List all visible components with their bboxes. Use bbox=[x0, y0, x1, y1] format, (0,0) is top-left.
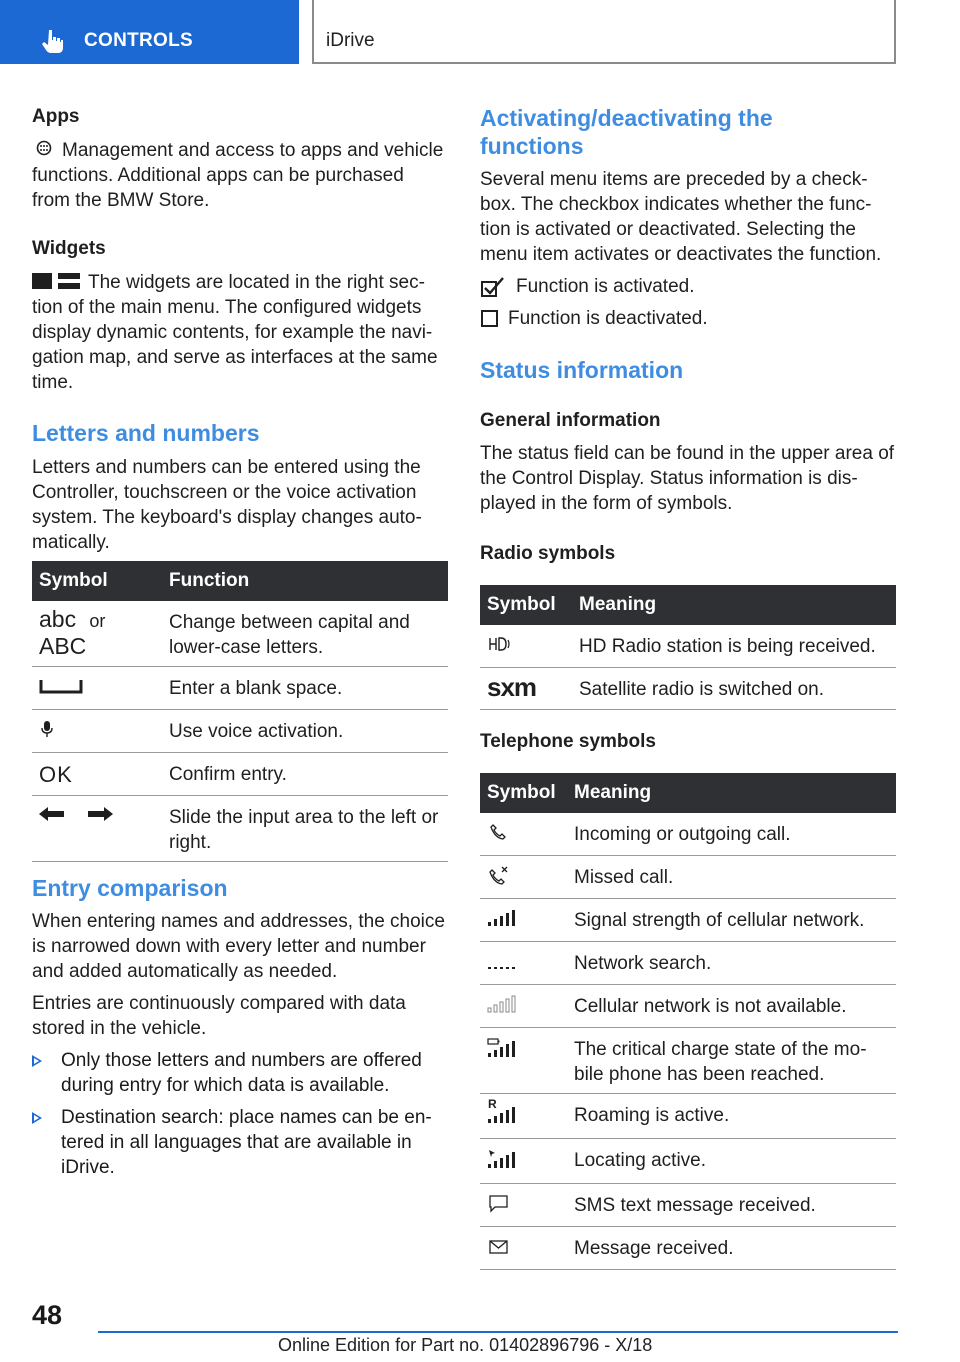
entry-comparison-heading: Entry comparison bbox=[32, 875, 228, 901]
function-text: Slide the input area to the left or bbox=[169, 807, 439, 828]
or-text: or bbox=[89, 611, 106, 631]
table-row bbox=[480, 942, 896, 985]
no-network-icon bbox=[487, 994, 517, 1014]
table-row bbox=[480, 813, 896, 856]
symbol-cell bbox=[480, 1028, 567, 1094]
meaning-cell: Satellite radio is switched on. bbox=[572, 668, 896, 710]
table-row bbox=[480, 856, 896, 899]
letters-text: Controller, touchscreen or the voice activation bbox=[32, 482, 417, 503]
widgets-text: display dynamic contents, for example the navi- bbox=[32, 322, 433, 343]
apps-icon bbox=[33, 140, 55, 156]
activating-text: box. The checkbox indicates whether the func- bbox=[480, 194, 872, 215]
table-row bbox=[480, 1184, 896, 1227]
status-info-heading: Status information bbox=[480, 357, 684, 383]
bullet-text: tered in all languages that are available in bbox=[61, 1132, 412, 1153]
table-header-symbol: Symbol bbox=[32, 561, 162, 601]
table-row bbox=[480, 1139, 896, 1184]
apps-heading: Apps bbox=[32, 106, 80, 127]
chapter-title: iDrive bbox=[326, 30, 375, 51]
meaning-cell: HD Radio station is being received. bbox=[572, 625, 896, 668]
checkbox-checked-icon bbox=[481, 277, 509, 297]
activated-text: Function is activated. bbox=[516, 276, 695, 297]
letters-heading: Letters and numbers bbox=[32, 420, 260, 446]
page-number: 48 bbox=[32, 1300, 63, 1330]
ok-symbol: OK bbox=[39, 762, 73, 787]
widgets-icon bbox=[32, 272, 80, 290]
activating-heading: functions bbox=[480, 133, 584, 159]
table-row bbox=[480, 899, 896, 942]
symbol-cell bbox=[480, 856, 567, 899]
checkbox-unchecked-icon bbox=[481, 310, 499, 328]
table-header-symbol: Symbol bbox=[480, 585, 572, 625]
lowercase-abc-symbol: abc bbox=[39, 606, 77, 632]
symbol-cell bbox=[32, 710, 162, 753]
hand-pointer-icon bbox=[40, 28, 66, 54]
missed-call-icon bbox=[487, 865, 511, 885]
table-header-symbol: Symbol bbox=[480, 773, 567, 813]
meaning-cell: Missed call. bbox=[567, 856, 896, 899]
space-bar-icon bbox=[39, 676, 83, 696]
table-row bbox=[480, 985, 896, 1028]
meaning-cell: Signal strength of cellular network. bbox=[567, 899, 896, 942]
keyboard-symbol-table bbox=[32, 561, 448, 862]
entry-text: stored in the vehicle. bbox=[32, 1018, 207, 1039]
bullet-text: during entry for which data is available. bbox=[61, 1075, 390, 1096]
widgets-heading: Widgets bbox=[32, 238, 106, 259]
function-cell: Enter a blank space. bbox=[162, 667, 448, 710]
table-row bbox=[32, 667, 448, 710]
entry-text: When entering names and addresses, the choice bbox=[32, 911, 445, 932]
sms-bubble-icon bbox=[487, 1193, 511, 1213]
bullet-text: Destination search: place names can be en- bbox=[61, 1107, 432, 1128]
meaning-cell: Network search. bbox=[567, 942, 896, 985]
symbol-cell bbox=[32, 601, 162, 667]
radio-symbol-table bbox=[480, 585, 896, 710]
entry-text: is narrowed down with every letter and number bbox=[32, 936, 426, 957]
footer-divider bbox=[98, 1331, 898, 1333]
table-header-meaning: Meaning bbox=[567, 773, 896, 813]
widgets-text: gation map, and serve as interfaces at the same bbox=[32, 347, 438, 368]
general-text: played in the form of symbols. bbox=[480, 493, 733, 514]
list-item bbox=[32, 1105, 452, 1180]
general-text: the Control Display. Status information is dis- bbox=[480, 468, 858, 489]
sxm-logo-symbol: sxm bbox=[487, 672, 537, 702]
table-row bbox=[480, 1094, 896, 1139]
function-text: lower-case letters. bbox=[169, 637, 324, 658]
microphone-icon bbox=[39, 719, 55, 739]
telephone-symbols-heading: Telephone symbols bbox=[480, 731, 656, 752]
function-text: right. bbox=[169, 832, 212, 853]
meaning-cell bbox=[567, 1028, 896, 1094]
symbol-cell bbox=[480, 985, 567, 1028]
activating-text: menu item activates or deactivates the function. bbox=[480, 244, 882, 265]
symbol-cell bbox=[32, 753, 162, 796]
telephone-symbol-table bbox=[480, 773, 896, 1270]
slide-arrows-icon bbox=[39, 805, 113, 823]
widgets-text: time. bbox=[32, 372, 74, 393]
meaning-cell: Message received. bbox=[567, 1227, 896, 1270]
radio-symbols-heading: Radio symbols bbox=[480, 543, 616, 564]
table-header-function: Function bbox=[162, 561, 448, 601]
table-header-row bbox=[480, 773, 896, 813]
meaning-cell: Locating active. bbox=[567, 1139, 896, 1184]
table-row bbox=[32, 753, 448, 796]
table-row bbox=[32, 796, 448, 862]
symbol-cell bbox=[32, 667, 162, 710]
meaning-cell: Roaming is active. bbox=[567, 1094, 896, 1139]
table-row bbox=[32, 710, 448, 753]
apps-text: functions. Additional apps can be purchased bbox=[32, 165, 404, 186]
meaning-cell: Cellular network is not available. bbox=[567, 985, 896, 1028]
letters-text: system. The keyboard's display changes auto- bbox=[32, 507, 422, 528]
meaning-cell: SMS text message received. bbox=[567, 1184, 896, 1227]
symbol-cell bbox=[32, 796, 162, 862]
hd-radio-icon bbox=[487, 634, 513, 654]
function-cell: Use voice activation. bbox=[162, 710, 448, 753]
symbol-cell bbox=[480, 668, 572, 710]
table-header-row bbox=[480, 585, 896, 625]
signal-strength-icon bbox=[487, 908, 517, 928]
deactivated-text: Function is deactivated. bbox=[508, 308, 708, 329]
list-item bbox=[32, 1048, 452, 1098]
general-text: The status field can be found in the upper area of bbox=[480, 443, 895, 464]
general-info-heading: General information bbox=[480, 410, 661, 431]
bullet-triangle-icon bbox=[32, 1112, 42, 1124]
entry-text: and added automatically as needed. bbox=[32, 961, 338, 982]
table-row bbox=[480, 668, 896, 710]
function-text: Change between capital and bbox=[169, 612, 410, 633]
symbol-cell bbox=[480, 1184, 567, 1227]
meaning-text: bile phone has been reached. bbox=[574, 1064, 825, 1085]
locating-icon bbox=[487, 1148, 517, 1170]
bullet-text: Only those letters and numbers are offered bbox=[61, 1050, 422, 1071]
uppercase-abc-symbol: ABC bbox=[39, 633, 87, 659]
symbol-cell bbox=[480, 625, 572, 668]
chapter-header bbox=[312, 0, 896, 64]
activating-heading: Activating/deactivating the bbox=[480, 105, 773, 131]
symbol-cell bbox=[480, 899, 567, 942]
apps-text: Management and access to apps and vehicle bbox=[62, 140, 444, 161]
bullet-text: iDrive. bbox=[61, 1157, 115, 1178]
bullet-triangle-icon bbox=[32, 1055, 42, 1067]
table-header-meaning: Meaning bbox=[572, 585, 896, 625]
letters-text: Letters and numbers can be entered using the bbox=[32, 457, 421, 478]
function-cell bbox=[162, 601, 448, 667]
entry-text: Entries are continuously compared with data bbox=[32, 993, 406, 1014]
phone-call-icon bbox=[487, 822, 511, 842]
meaning-text: The critical charge state of the mo- bbox=[574, 1039, 867, 1060]
table-header-row bbox=[32, 561, 448, 601]
symbol-cell bbox=[480, 813, 567, 856]
symbol-cell bbox=[480, 1139, 567, 1184]
function-cell: Confirm entry. bbox=[162, 753, 448, 796]
meaning-cell: Incoming or outgoing call. bbox=[567, 813, 896, 856]
apps-text: from the BMW Store. bbox=[32, 190, 210, 211]
table-row bbox=[480, 625, 896, 668]
section-tab[interactable] bbox=[0, 0, 299, 64]
table-row bbox=[480, 1028, 896, 1094]
table-row bbox=[32, 601, 448, 667]
activating-text: Several menu items are preceded by a check- bbox=[480, 169, 868, 190]
roaming-r-label: R bbox=[488, 1097, 497, 1111]
table-row bbox=[480, 1227, 896, 1270]
symbol-cell bbox=[480, 1227, 567, 1270]
edition-note: Online Edition for Part no. 01402896796 - X/18 bbox=[278, 1335, 653, 1355]
widgets-text: The widgets are located in the right sec- bbox=[88, 272, 425, 293]
symbol-cell bbox=[480, 1094, 567, 1139]
section-title: CONTROLS bbox=[84, 30, 194, 51]
low-battery-signal-icon bbox=[487, 1037, 517, 1059]
network-search-icon bbox=[487, 951, 517, 971]
letters-text: matically. bbox=[32, 532, 110, 553]
function-cell bbox=[162, 796, 448, 862]
widgets-text: tion of the main menu. The configured widgets bbox=[32, 297, 422, 318]
envelope-icon bbox=[487, 1236, 511, 1256]
activating-text: tion is activated or deactivated. Selecting the bbox=[480, 219, 857, 240]
symbol-cell bbox=[480, 942, 567, 985]
